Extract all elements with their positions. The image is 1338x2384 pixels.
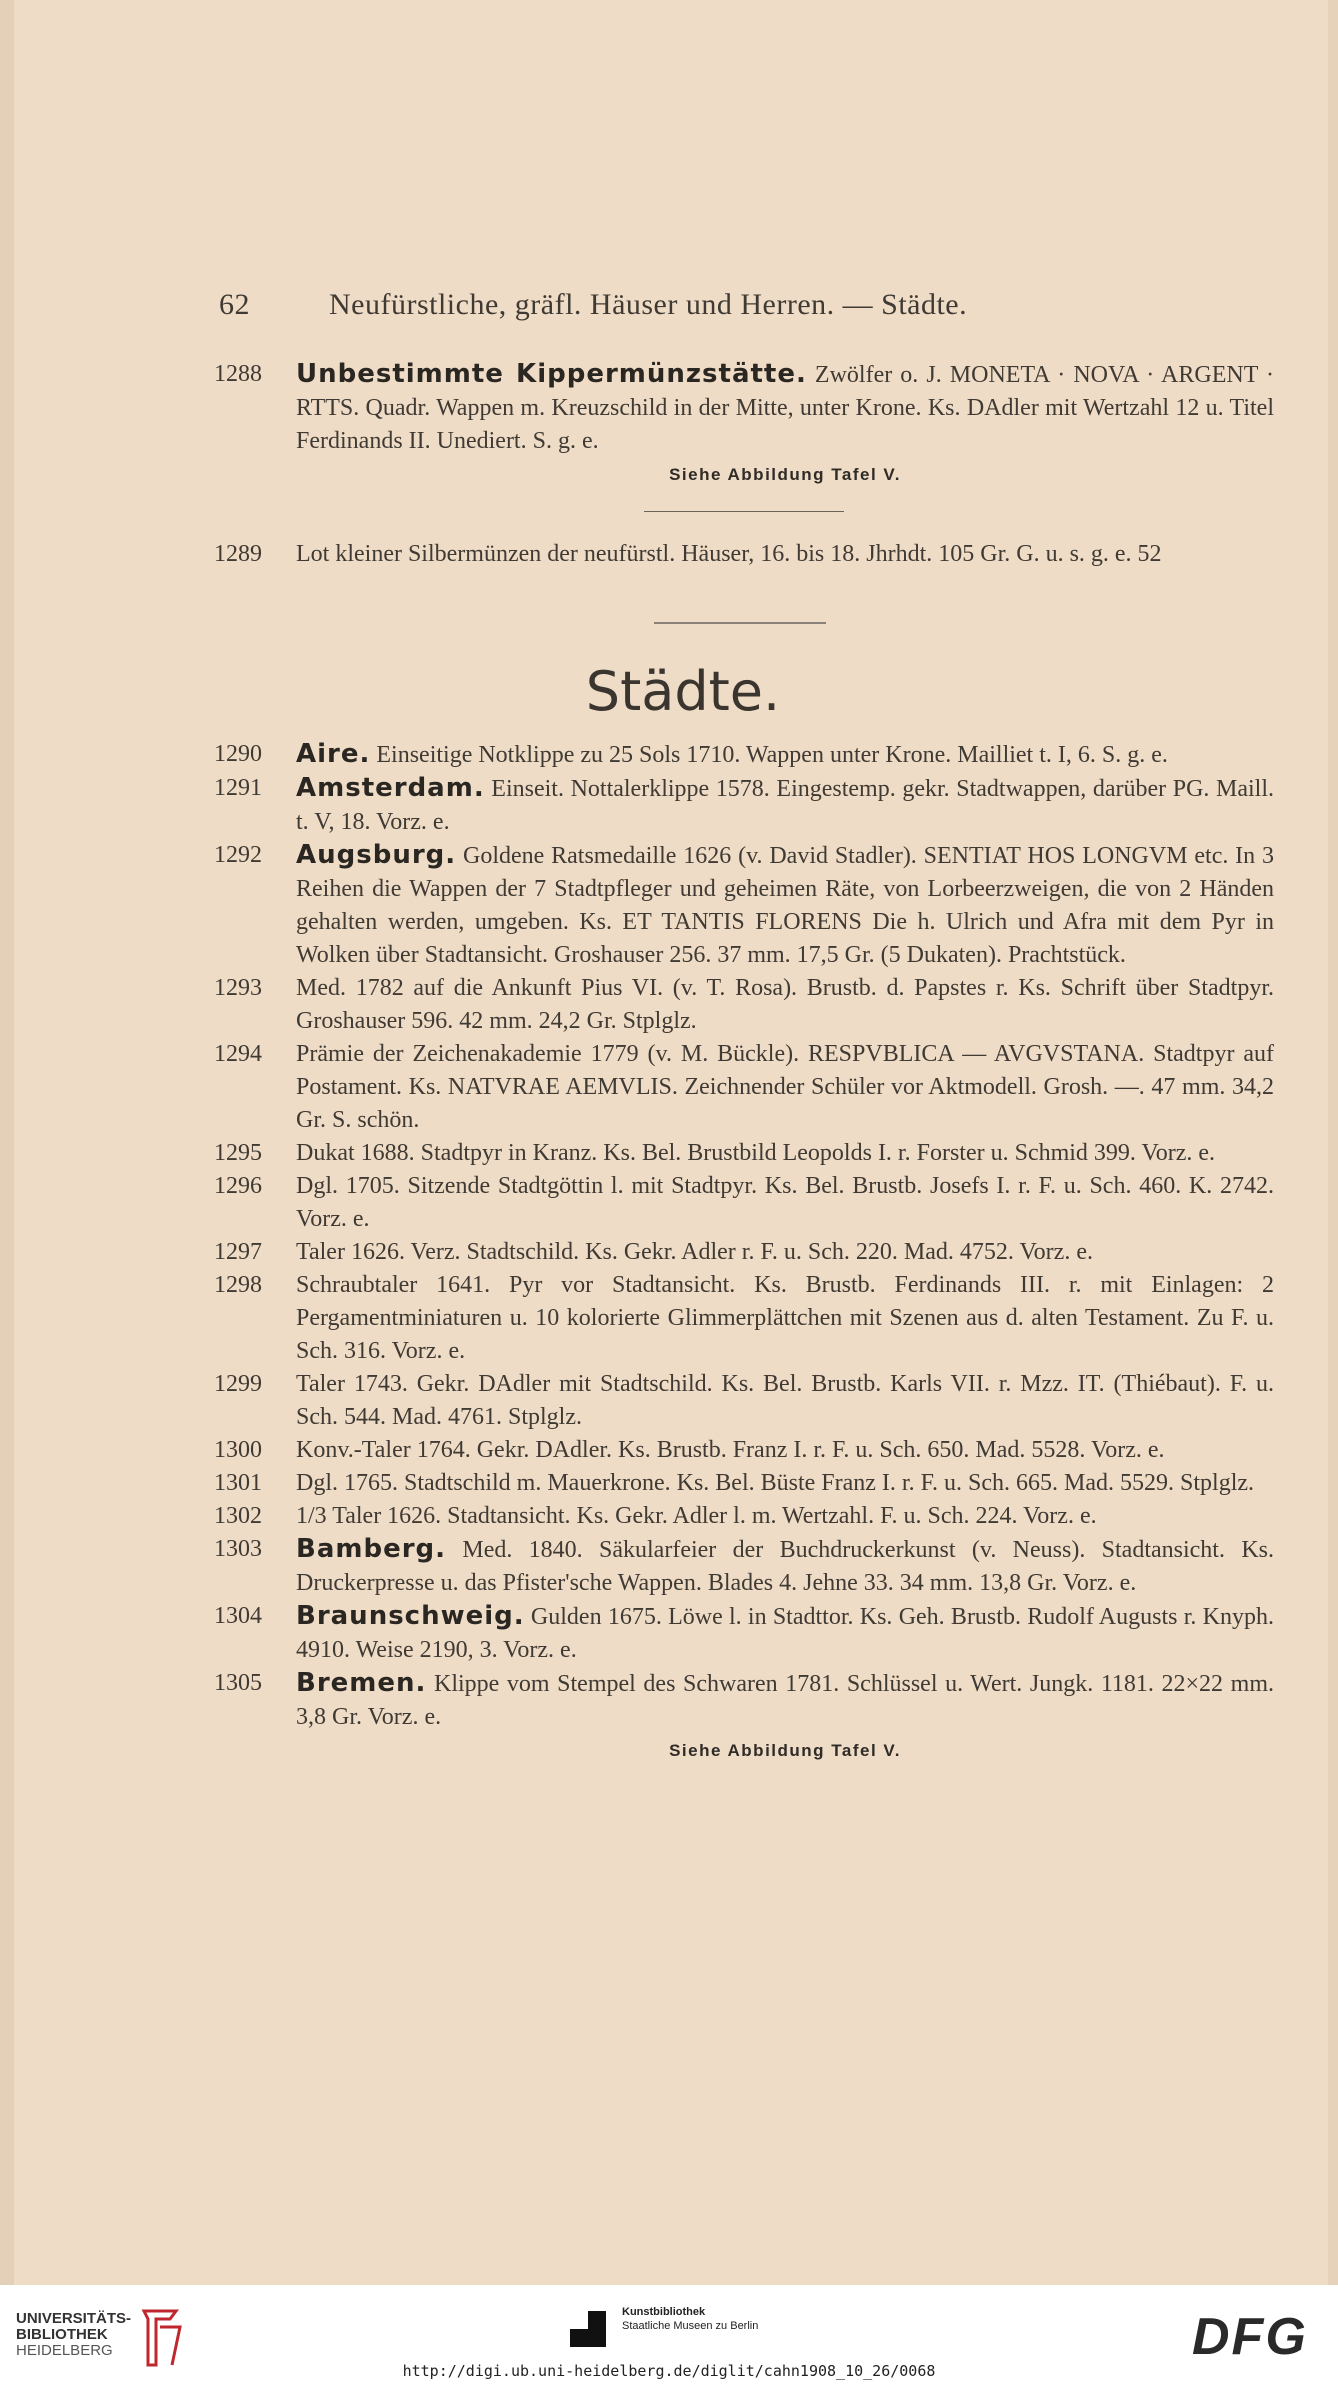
library-name	[16, 2311, 131, 2359]
entry-text	[296, 1368, 1274, 1434]
entry-description: Med. 1840. Säkularfeier der Buchdruckerkunst (v. Neuss). Stadtansicht. Ks. Druckerpresse u. das Pfister'sche Wappen. Blades 4. Jehne 33. 34 mm. 13,8 Gr. Vorz. e.	[296, 1537, 1274, 1596]
catalog-entry	[214, 358, 1274, 491]
entry-divider	[644, 511, 844, 512]
entry-keyword: Augsburg.	[296, 840, 457, 870]
kunstbibliothek-label	[622, 2305, 758, 2333]
dfg-logo: DFG	[1192, 2308, 1308, 2366]
entry-description: Dukat 1688. Stadtpyr in Kranz. Ks. Bel. Brustbild Leopolds I. r. Forster u. Schmid 399. Vorz. e.	[296, 1140, 1216, 1166]
entry-keyword: Unbestimmte Kippermünzstätte.	[296, 359, 807, 389]
entry-number: 1292	[214, 842, 262, 868]
entry-text	[296, 538, 1274, 571]
entry-description: Med. 1782 auf die Ankunft Pius VI. (v. T. Rosa). Brustb. d. Papstes r. Ks. Schrift über Stadtpyr. Groshauser 596. 42 mm. 24,2 Gr. Stplglz.	[296, 975, 1274, 1034]
entry-number: 1301	[214, 1470, 262, 1496]
entry-number: 1297	[214, 1239, 262, 1265]
entry-number: 1303	[214, 1536, 262, 1562]
entry-text	[296, 1434, 1274, 1467]
entry-number: 1300	[214, 1437, 262, 1463]
library-logo-icon	[136, 2307, 184, 2369]
catalog-entry	[214, 1600, 1274, 1667]
entry-description: Einseitige Notklippe zu 25 Sols 1710. Wappen unter Krone. Mailliet t. I, 6. S. g. e.	[370, 742, 1168, 768]
entry-number: 1299	[214, 1371, 262, 1397]
entry-text	[296, 1236, 1274, 1269]
entry-text	[296, 1038, 1274, 1137]
entry-text	[296, 1269, 1274, 1368]
entry-number: 1304	[214, 1603, 262, 1629]
entry-text	[296, 1467, 1274, 1500]
catalog-entry	[214, 839, 1274, 972]
section-divider	[654, 622, 826, 624]
entry-keyword: Bamberg.	[296, 1534, 447, 1564]
entry-number: 1294	[214, 1041, 262, 1067]
entry-number: 1293	[214, 975, 262, 1001]
entry-description: Dgl. 1765. Stadtschild m. Mauerkrone. Ks. Bel. Büste Franz I. r. F. u. Sch. 665. Mad. 5529. Stplglz.	[296, 1470, 1255, 1496]
entry-list-top	[214, 358, 1274, 591]
section-title: Städte.	[585, 660, 781, 723]
catalog-entry	[214, 738, 1274, 772]
catalog-entry	[214, 1137, 1274, 1170]
entry-text	[296, 972, 1274, 1038]
catalog-entry	[214, 1434, 1274, 1467]
entry-number: 1290	[214, 741, 262, 767]
catalog-entry	[214, 772, 1274, 839]
source-url[interactable]: http://digi.ub.uni-heidelberg.de/diglit/cahn1908_10_26/0068	[402, 2362, 936, 2380]
entry-number: 1291	[214, 775, 262, 801]
entry-description: Taler 1743. Gekr. DAdler mit Stadtschild. Ks. Bel. Brustb. Karls VII. r. Mzz. IT. (Thiébaut). F. u. Sch. 544. Mad. 4761. Stplglz.	[296, 1371, 1274, 1430]
entry-text	[296, 1533, 1274, 1600]
kunstbibliothek-logo-icon	[570, 2311, 606, 2347]
kb-line-2: Staatliche Museen zu Berlin	[622, 2320, 759, 2332]
entry-number: 1298	[214, 1272, 262, 1298]
catalog-entry	[214, 1038, 1274, 1137]
entry-text	[296, 358, 1274, 458]
entry-description: Prämie der Zeichenakademie 1779 (v. M. Bückle). RESPVBLICA — AVGVSTANA. Stadtpyr auf Postament. Ks. NATVRAE AEMVLIS. Zeichnender Schüler vor Aktmodell. Grosh. —. 47 mm. 34,2 Gr. S. schön.	[296, 1041, 1274, 1133]
entry-description: Einseit. Nottalerklippe 1578. Eingestemp. gekr. Stadtwappen, darüber PG. Maill. t. V, 18. Vorz. e.	[296, 776, 1274, 835]
catalog-entry	[214, 1368, 1274, 1434]
entry-number: 1289	[214, 541, 262, 567]
catalog-entry	[214, 1269, 1274, 1368]
catalog-entry	[214, 1533, 1274, 1600]
plate-reference-note: Siehe Abbildung Tafel V.	[669, 465, 901, 484]
entry-description: Klippe vom Stempel des Schwaren 1781. Schlüssel u. Wert. Jungk. 1181. 22×22 mm. 3,8 Gr. Vorz. e.	[296, 1671, 1274, 1730]
entry-keyword: Bremen.	[296, 1668, 427, 1698]
running-title: Neufürstliche, gräfl. Häuser und Herren. — Städte.	[329, 288, 968, 321]
entry-description: Konv.-Taler 1764. Gekr. DAdler. Ks. Brustb. Franz I. r. F. u. Sch. 650. Mad. 5528. Vorz. e.	[296, 1437, 1165, 1463]
entry-text	[296, 1137, 1274, 1170]
catalog-entry	[214, 538, 1274, 571]
library-line-1: UNIVERSITÄTS-	[16, 2310, 132, 2327]
entry-keyword: Aire.	[296, 739, 371, 769]
entry-number: 1296	[214, 1173, 262, 1199]
catalog-entry	[214, 1667, 1274, 1767]
entry-number: 1302	[214, 1503, 262, 1529]
footer-bar	[0, 2285, 1338, 2384]
entry-text	[296, 738, 1274, 772]
catalog-entry	[214, 972, 1274, 1038]
entry-description: 1/3 Taler 1626. Stadtansicht. Ks. Gekr. Adler l. m. Wertzahl. F. u. Sch. 224. Vorz. e.	[296, 1503, 1097, 1529]
entry-description: Lot kleiner Silbermünzen der neufürstl. Häuser, 16. bis 18. Jhrhdt. 105 Gr. G. u. s. g. e. 52	[296, 541, 1162, 567]
kb-line-1: Kunstbibliothek	[622, 2306, 706, 2318]
entry-text	[296, 772, 1274, 839]
entry-number: 1295	[214, 1140, 262, 1166]
entry-text	[296, 1600, 1274, 1667]
page-number: 62	[219, 288, 250, 321]
catalog-entry	[214, 1467, 1274, 1500]
entry-description: Goldene Ratsmedaille 1626 (v. David Stadler). SENTIAT HOS LONGVM etc. In 3 Reihen die Wappen der 7 Stadtpfleger und geheimen Räte, von Lorbeerzweigen, die von 2 Händen gehalten werden, umgeben. Ks. ET TANTIS FLORENS Die h. Ulrich und Afra mit dem Pyr in Wolken über Stadtansicht. Groshauser 256. 37 mm. 17,5 Gr. (5 Dukaten). Prachtstück.	[296, 843, 1274, 968]
entry-number: 1288	[214, 361, 262, 387]
catalog-entry	[214, 1500, 1274, 1533]
library-line-2: BIBLIOTHEK	[16, 2326, 108, 2343]
running-header	[219, 288, 1149, 322]
entry-text	[296, 1170, 1274, 1236]
entry-text	[296, 839, 1274, 972]
entry-description: Gulden 1675. Löwe l. in Stadttor. Ks. Geh. Brustb. Rudolf Augusts r. Knyph. 4910. Weise 2190, 3. Vorz. e.	[296, 1604, 1274, 1663]
entry-text	[296, 1500, 1274, 1533]
entry-text	[296, 1667, 1274, 1734]
entry-keyword: Amsterdam.	[296, 773, 485, 803]
entry-description: Schraubtaler 1641. Pyr vor Stadtansicht. Ks. Brustb. Ferdinands III. r. mit Einlagen: 2 Pergamentminiaturen u. 10 kolorierte Glimmerplättchen mit Szenen aus d. alten Testament. Zu F. u. Sch. 316. Vorz. e.	[296, 1272, 1274, 1364]
entry-description: Dgl. 1705. Sitzende Stadtgöttin l. mit Stadtpyr. Ks. Bel. Brustb. Josefs I. r. F. u. Sch. 460. K. 2742. Vorz. e.	[296, 1173, 1274, 1232]
plate-reference-note: Siehe Abbildung Tafel V.	[669, 1741, 901, 1760]
catalog-entry	[214, 1170, 1274, 1236]
entry-number: 1305	[214, 1670, 262, 1696]
entry-description: Zwölfer o. J. MONETA · NOVA · ARGENT · RTTS. Quadr. Wappen m. Kreuzschild in der Mitte, unter Krone. Ks. DAdler mit Wertzahl 12 u. Titel Ferdinands II. Unediert. S. g. e.	[296, 362, 1275, 454]
entry-list	[214, 738, 1274, 1767]
catalog-entry	[214, 1236, 1274, 1269]
library-line-3: HEIDELBERG	[16, 2342, 113, 2359]
entry-keyword: Braunschweig.	[296, 1601, 525, 1631]
entry-description: Taler 1626. Verz. Stadtschild. Ks. Gekr. Adler r. F. u. Sch. 220. Mad. 4752. Vorz. e.	[296, 1239, 1093, 1265]
